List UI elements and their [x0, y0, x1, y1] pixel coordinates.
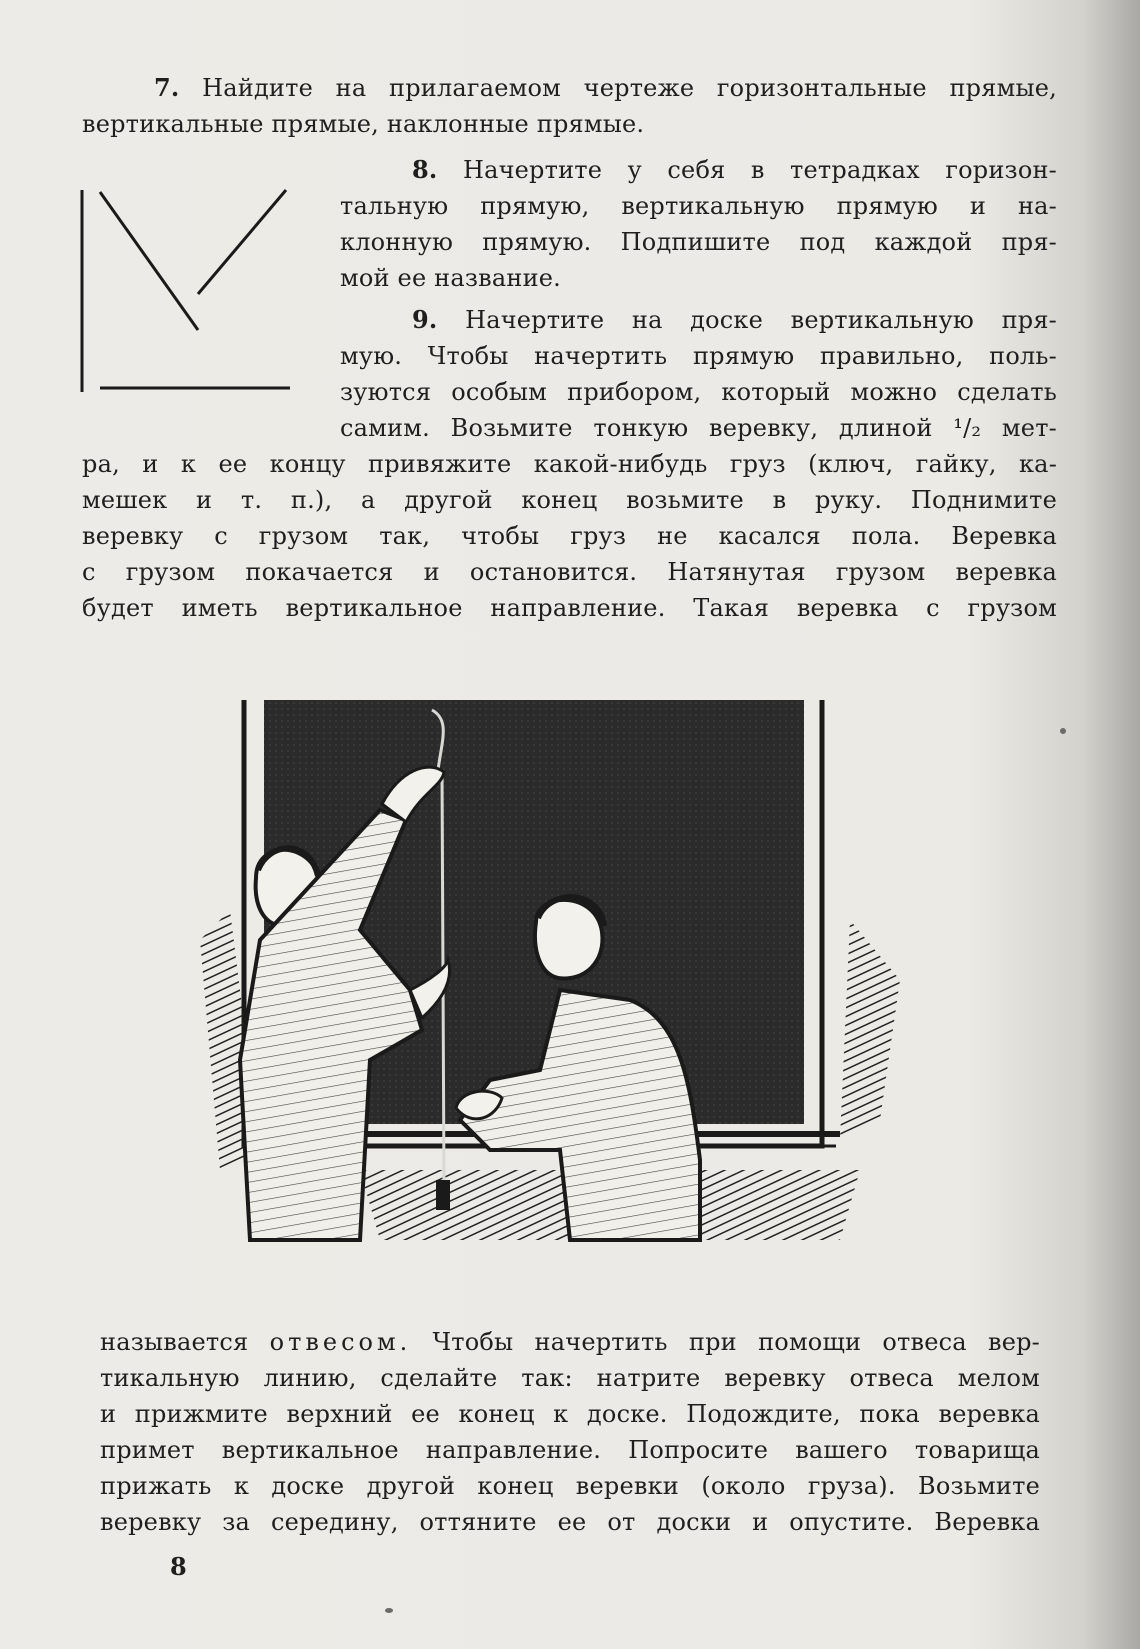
print-speck: [1060, 728, 1066, 734]
continuation-line-6: веревку за середину, оттяните ее от доски и опустите. Веревка: [100, 1508, 1040, 1536]
exercise-7: [82, 70, 1057, 142]
exercise-8-line-4: мой ее название.: [340, 264, 562, 292]
exercise-8-number: 8.: [412, 155, 438, 184]
continuation-paragraph: [100, 1324, 1040, 1540]
exercise-7-line-2: вертикальные прямые, наклонные прямые.: [82, 110, 645, 138]
exercise-9-line-4: самим. Возьмите тонкую веревку, длиной ¹/₂ мет-: [340, 414, 1057, 442]
continuation-line-2: тикальную линию, сделайте так: натрите веревку отвеса мелом: [100, 1364, 1040, 1392]
continuation-line-4: примет вертикальное направление. Попросите вашего товарища: [100, 1436, 1040, 1464]
continuation-line-5: прижать к доске другой конец веревки (около груза). Возьмите: [100, 1472, 1040, 1500]
exercise-9-body: [82, 446, 1057, 626]
exercise-9-line-2: мую. Чтобы начертить прямую правильно, поль-: [340, 342, 1057, 370]
exercise-8-line-2: тальную прямую, вертикальную прямую и на-: [340, 192, 1057, 220]
shadow-hatching-right: [840, 920, 900, 1140]
exercise-9-line-8: с грузом покачается и остановится. Натянутая грузом веревка: [82, 558, 1057, 586]
term-otves: отвесом.: [269, 1328, 412, 1356]
exercise-8: [340, 152, 1057, 296]
exercise-9-line-3: зуются особым прибором, который можно сделать: [340, 378, 1057, 406]
exercise-7-number: 7.: [154, 73, 180, 102]
page-number: 8: [170, 1552, 187, 1581]
exercise-9-line-5: ра, и к ее концу привяжите какой-нибудь груз (ключ, гайку, ка-: [82, 450, 1057, 478]
exercise-9-number: 9.: [412, 305, 438, 334]
exercise-9-line-6: мешек и т. п.), а другой конец возьмите в руку. Поднимите: [82, 486, 1057, 514]
continuation-line-3: и прижмите верхний ее конец к доске. Подождите, пока веревка: [100, 1400, 1040, 1428]
continuation-line-1: называется отвесом. Чтобы начертить при помощи отвеса вер-: [100, 1328, 1040, 1356]
plumb-weight: [436, 1180, 450, 1210]
inclined-line-left: [100, 192, 198, 330]
plumb-line-illustration: [160, 700, 940, 1320]
exercise-8-line-3: клонную прямую. Подпишите под каждой пря-: [340, 228, 1057, 256]
exercise-9-line-7: веревку с грузом так, чтобы груз не касался пола. Веревка: [82, 522, 1057, 550]
lines-diagram: [70, 182, 310, 412]
inclined-line-right: [198, 190, 286, 294]
exercise-7-line-1: 7. Найдите на прилагаемом чертеже горизонтальные прямые,: [154, 73, 1057, 102]
print-speck: [385, 1608, 393, 1613]
exercise-9-intro: [340, 302, 1057, 446]
exercise-9-line-9: будет иметь вертикальное направление. Такая веревка с грузом: [82, 594, 1057, 622]
exercise-8-line-1: 8. Начертите у себя в тетрадках горизон-: [412, 155, 1057, 184]
exercise-9-line-1: 9. Начертите на доске вертикальную пря-: [412, 305, 1057, 334]
